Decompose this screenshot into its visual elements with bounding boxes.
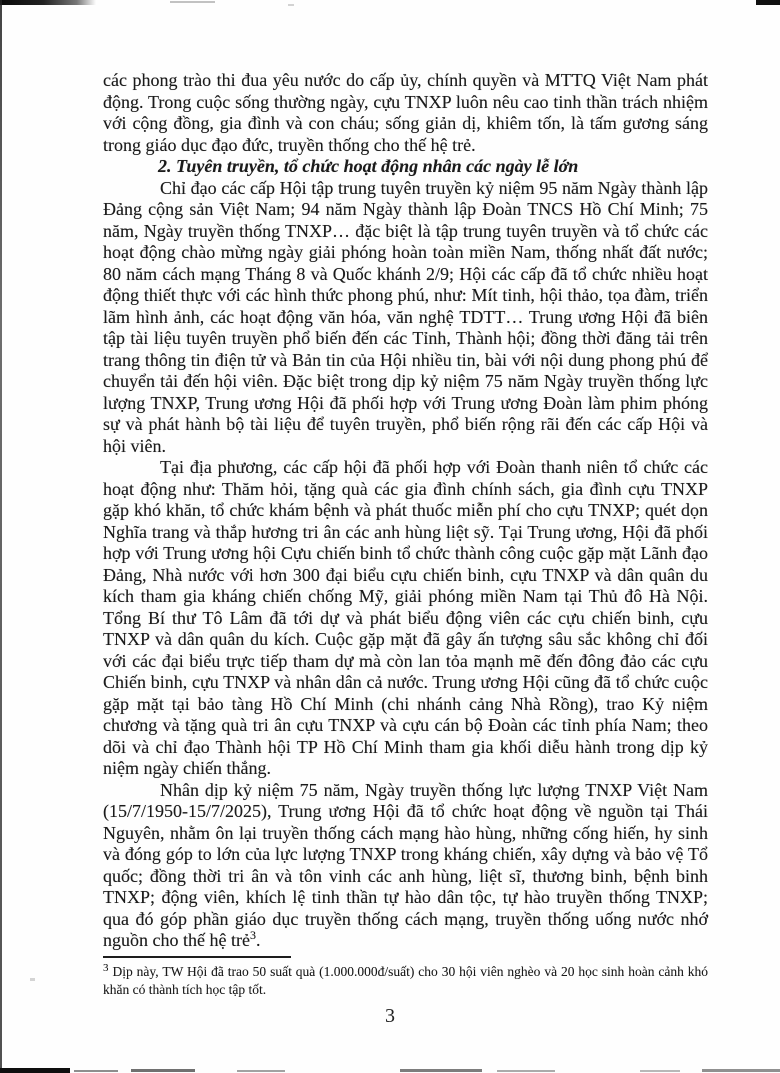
footnote-block bbox=[103, 956, 708, 999]
scan-artifact-bottom-dash bbox=[131, 1069, 195, 1072]
scan-artifact-top-speck bbox=[170, 1, 215, 3]
scan-artifact-bottom-dash bbox=[640, 1070, 680, 1072]
footnote-reference-3: 3 bbox=[249, 928, 256, 942]
section-heading-2: 2. Tuyên truyền, tổ chức hoạt động nhân các ngày lễ lớn bbox=[158, 156, 579, 176]
paragraph-propaganda-activities: Chỉ đạo các cấp Hội tập trung tuyên truyền kỷ niệm 95 năm Ngày thành lập Đảng cộng sản Việt Nam; 94 năm Ngày thành lập Đoàn TNCS Hồ Chí Minh; 75 năm, Ngày truyền thống TNXP… đặc biệt là tập trung tuyên truyền và tổ chức các hoạt động chào mừng ngày giải phóng hoàn toàn miền Nam, thống nhất đất nước; 80 năm cách mạng Tháng 8 và Quốc khánh 2/9; Hội các cấp đã tổ chức nhiều hoạt động thiết thực với các hình thức phong phú, như: Mít tinh, hội thảo, tọa đàm, triển lãm hình ảnh, các hoạt động văn hóa, văn nghệ TDTT… Trung ương Hội đã biên tập tài liệu tuyên truyền phổ biến đến các Tỉnh, Thành hội; đồng thời đăng tải trên trang thông tin điện tử và Bản tin của Hội nhiều tin, bài với nội dung phong phú để chuyển tải đến hội viên. Đặc biệt trong dịp kỷ niệm 75 năm Ngày truyền thống lực lượng TNXP, Trung ương Hội đã phối hợp với Trung ương Đoàn làm phim phóng sự và phát hành bộ tài liệu để tuyên truyền, phổ biến rộng rãi đến các cấp Hội và hội viên. bbox=[103, 177, 708, 456]
scan-artifact-bottom-dash bbox=[400, 1069, 482, 1072]
footnote bbox=[103, 963, 708, 999]
scan-artifact-top-speck bbox=[288, 4, 294, 6]
scan-artifact-bottom-dash bbox=[497, 1070, 555, 1072]
scan-artifact-top-left-bar bbox=[0, 0, 96, 5]
scan-artifact-top-right-mark bbox=[756, 0, 780, 5]
paragraph-75th-period: . bbox=[255, 930, 261, 950]
page-number: 3 bbox=[385, 1005, 395, 1027]
scan-artifact-bottom-dash bbox=[702, 1069, 780, 1072]
footnote-marker: 3 bbox=[103, 961, 109, 974]
scan-artifact-bottom-dash bbox=[237, 1070, 285, 1072]
paragraph-continuation: các phong trào thi đua yêu nước do cấp ủy, chính quyền và MTTQ Việt Nam phát động. Trong cuộc sống thường ngày, cựu TNXP luôn nêu cao tinh thần trách nhiệm với cộng đồng, gia đình và con cháu; sống giản dị, khiêm tốn, là tấm gương sáng trong giáo dục đạo đức, truyền thống cho thế hệ trẻ. bbox=[103, 70, 708, 155]
scan-artifact-bottom-dash bbox=[74, 1070, 118, 1072]
document-body bbox=[103, 70, 708, 952]
scan-artifact-speck bbox=[30, 978, 35, 981]
scan-artifact-left-edge-line bbox=[0, 0, 2, 1073]
paragraph-local-activities: Tại địa phương, các cấp hội đã phối hợp với Đoàn thanh niên tổ chức các hoạt động như: Thăm hỏi, tặng quà các gia đình chính sách, gia đình cựu TNXP gặp khó khăn, tổ chức khám bệnh và phát thuốc miễn phí cho cựu TNXP; quét dọn Nghĩa trang và thắp hương tri ân các anh hùng liệt sỹ. Tại Trung ương, Hội đã phối hợp với Trung ương hội Cựu chiến binh tổ chức thành công cuộc gặp mặt Lãnh đạo Đảng, Nhà nước với hơn 300 đại biểu cựu chiến binh, cựu TNXP và dân quân du kích tham gia kháng chiến chống Mỹ, giải phóng miền Nam tại Thủ đô Hà Nội. Tổng Bí thư Tô Lâm đã tới dự và phát biểu động viên các cựu chiến binh, cựu TNXP và dân quân du kích. Cuộc gặp mặt đã gây ấn tượng sâu sắc không chỉ đối với các đại biểu trực tiếp tham dự mà còn lan tỏa mạnh mẽ đến đông đảo các cựu Chiến binh, cựu TNXP và nhân dân cả nước. Trung ương Hội cũng đã tổ chức cuộc gặp mặt tại bảo tàng Hồ Chí Minh (chi nhánh cảng Nhà Rồng), trao Kỷ niệm chương và tặng quà tri ân cựu TNXP và cựu cán bộ Đoàn các tỉnh phía Nam; theo dõi và chỉ đạo Thành hội TP Hồ Chí Minh tham gia khối diễu hành trong dịp kỷ niệm ngày chiến thắng. bbox=[103, 457, 708, 778]
paragraph-75th-anniversary bbox=[103, 780, 708, 952]
paragraph-75th-text: Nhân dịp kỷ niệm 75 năm, Ngày truyền thống lực lượng TNXP Việt Nam (15/7/1950-15/7/2025), Trung ương Hội đã tổ chức hoạt động về nguồn tại Thái Nguyên, nhằm ôn lại truyền thống cách mạng hào hùng, những cống hiến, hy sinh và đóng góp to lớn của lực lượng TNXP trong kháng chiến, xây dựng và bảo vệ Tổ quốc; đồng thời tri ân và tôn vinh các anh hùng, liệt sĩ, thương binh, bệnh binh TNXP; động viên, khích lệ tinh thần tự hào dân tộc, tự hào truyền thống TNXP; qua đó góp phần giáo dục truyền thống cách mạng, truyền thống uống nước nhớ nguồn cho thế hệ trẻ bbox=[103, 779, 708, 950]
footnote-text: Dịp này, TW Hội đã trao 50 suất quà (1.000.000đ/suất) cho 30 hội viên nghèo và 20 học sinh hoàn cảnh khó khăn có thành tích học tập tốt. bbox=[103, 964, 708, 997]
scan-artifact-bottom-dash bbox=[0, 1068, 70, 1073]
footnote-divider bbox=[103, 956, 291, 958]
